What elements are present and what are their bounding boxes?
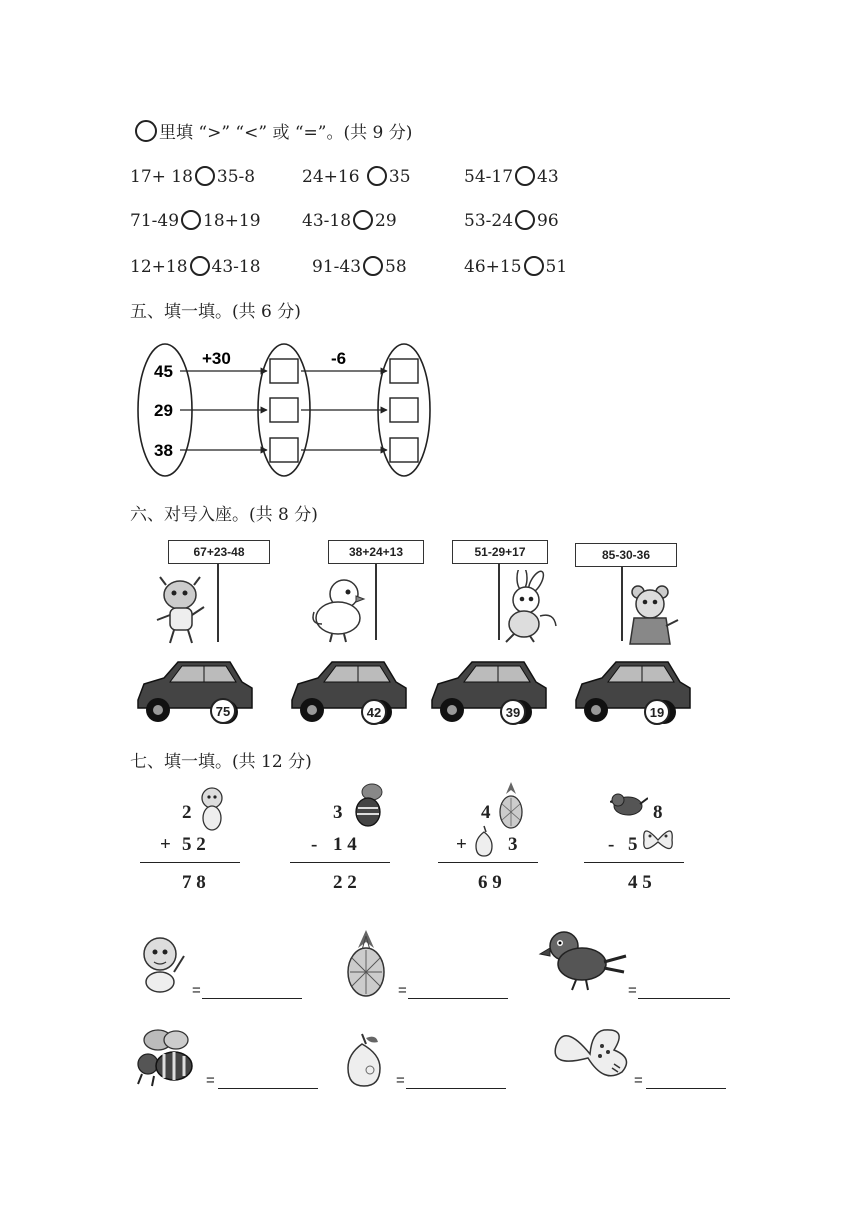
equals-sign: =: [206, 1072, 215, 1089]
compare-item: 91-43 58: [312, 257, 407, 277]
compare-item: 53-24 96: [464, 211, 559, 231]
problem-result: 4 5: [628, 872, 652, 893]
answer-box[interactable]: [390, 438, 418, 462]
answer-circle[interactable]: [367, 166, 387, 186]
section5-title: 五、填一填。(共 6 分): [130, 302, 301, 322]
sign-board: 38+24+13: [328, 540, 424, 564]
answer-circle[interactable]: [515, 210, 535, 230]
sign-pole: [375, 564, 377, 640]
problem-op: +: [160, 834, 171, 855]
problem-mid: 5 2: [182, 834, 206, 855]
problem-op: +: [456, 834, 467, 855]
problem-result: 2 2: [333, 872, 357, 893]
monkey-icon: [198, 786, 226, 832]
section7-title: 七、填一填。(共 12 分): [130, 752, 312, 772]
answer-line[interactable]: [406, 1088, 506, 1089]
op-minus-label: -6: [331, 349, 347, 368]
chick-icon: [308, 572, 372, 644]
bee-icon: [134, 1026, 198, 1088]
compare-item: 17+ 18 35-8: [130, 167, 256, 187]
compare-item: 54-17 43: [464, 167, 559, 187]
problem-result: 7 8: [182, 872, 206, 893]
input-value: 45: [154, 362, 173, 381]
problem-rule: [290, 862, 390, 863]
car-number: 75: [210, 698, 236, 724]
problem-result: 6 9: [478, 872, 502, 893]
compare-item: 71-49 18+19: [130, 211, 261, 231]
sign-board: 51-29+17: [452, 540, 548, 564]
answer-circle[interactable]: [190, 256, 210, 276]
answer-circle[interactable]: [353, 210, 373, 230]
problem-rule: [584, 862, 684, 863]
input-value: 38: [154, 441, 173, 460]
problem-top: 2: [182, 802, 192, 823]
answer-box[interactable]: [390, 398, 418, 422]
answer-box[interactable]: [270, 398, 298, 422]
section4-instruction: 里填 “>” “<” 或 “=”。(共 9 分): [133, 118, 412, 143]
problem-top: 4: [481, 802, 491, 823]
answer-line[interactable]: [408, 998, 508, 999]
car-icon: [288, 656, 410, 726]
car-number: 19: [644, 699, 670, 725]
equals-sign: =: [192, 982, 201, 999]
car-number: 42: [361, 699, 387, 725]
compare-item: 12+18 43-18: [130, 257, 261, 277]
equals-sign: =: [398, 982, 407, 999]
answer-circle[interactable]: [181, 210, 201, 230]
monkey-icon: [134, 934, 188, 994]
bear-icon: [620, 582, 682, 650]
answer-box[interactable]: [270, 438, 298, 462]
car-number: 39: [500, 699, 526, 725]
answer-line[interactable]: [646, 1088, 726, 1089]
butterfly-icon: [544, 1024, 634, 1086]
sign-board: 67+23-48: [168, 540, 270, 564]
problem-mid: 5: [628, 834, 638, 855]
problem-op: -: [608, 834, 615, 855]
compare-item: 46+15 51: [464, 257, 568, 277]
problem-rule: [438, 862, 538, 863]
answer-line[interactable]: [638, 998, 730, 999]
answer-circle[interactable]: [195, 166, 215, 186]
cow-icon: [152, 575, 212, 647]
sign-board: 85-30-36: [575, 543, 677, 567]
answer-circle[interactable]: [524, 256, 544, 276]
bird-icon: [610, 790, 648, 820]
bee-icon: [346, 782, 388, 830]
equals-sign: =: [628, 982, 637, 999]
car-icon: [134, 656, 256, 726]
car-icon: [572, 656, 694, 726]
butterfly-icon: [638, 822, 678, 858]
circle-icon: [135, 120, 157, 142]
problem-top: 8: [653, 802, 663, 823]
sign-pole: [217, 564, 219, 642]
problem-mid: 1 4: [333, 834, 357, 855]
equals-sign: =: [634, 1072, 643, 1089]
mapping-diagram: [128, 335, 438, 480]
problem-mid: 3: [508, 834, 518, 855]
compare-item: 24+16 35: [302, 167, 411, 187]
bird-icon: [538, 926, 628, 996]
pineapple-icon: [496, 780, 526, 830]
problem-top: 3: [333, 802, 343, 823]
pineapple-icon: [342, 928, 390, 998]
car-icon: [428, 656, 550, 726]
answer-line[interactable]: [218, 1088, 318, 1089]
rabbit-icon: [496, 570, 560, 644]
pear-icon: [338, 1030, 388, 1090]
answer-box[interactable]: [270, 359, 298, 383]
op-plus-label: +30: [202, 349, 231, 368]
answer-box[interactable]: [390, 359, 418, 383]
answer-line[interactable]: [202, 998, 302, 999]
problem-rule: [140, 862, 240, 863]
answer-circle[interactable]: [515, 166, 535, 186]
compare-item: 43-18 29: [302, 211, 397, 231]
answer-circle[interactable]: [363, 256, 383, 276]
input-value: 29: [154, 401, 173, 420]
pear-icon: [470, 824, 498, 858]
section6-title: 六、对号入座。(共 8 分): [130, 505, 318, 525]
problem-op: -: [311, 834, 318, 855]
equals-sign: =: [396, 1072, 405, 1089]
